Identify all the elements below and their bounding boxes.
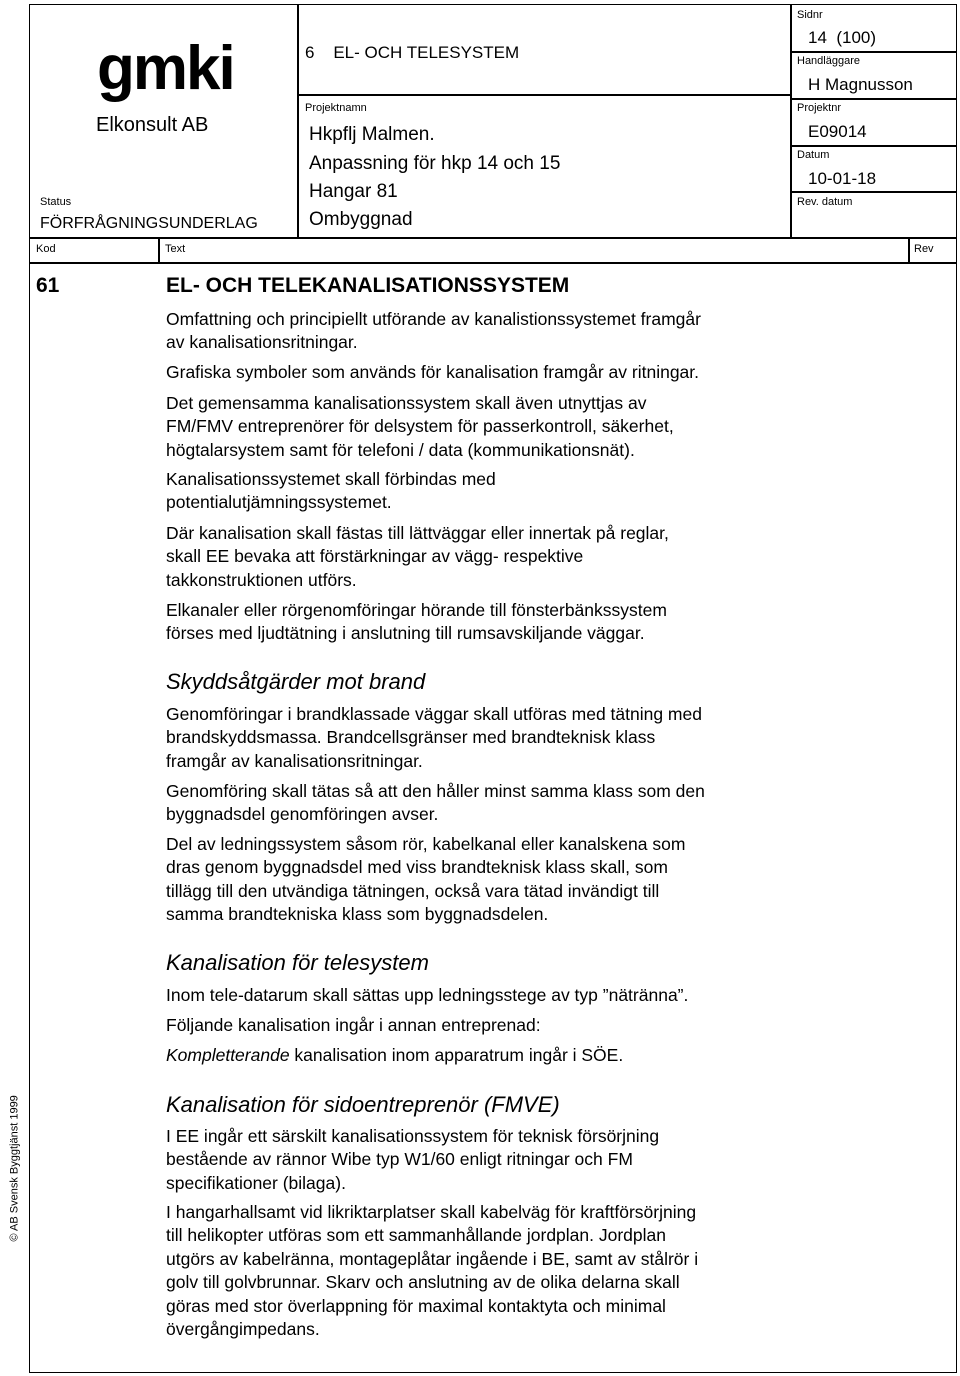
projektnamn-line-3: Hangar 81 <box>309 181 398 202</box>
tele-heading: Kanalisation för telesystem <box>166 950 429 975</box>
header-divider-2 <box>790 4 792 238</box>
projektnamn-line-4: Ombyggnad <box>309 209 413 230</box>
brand-paragraph-2: Genomföring skall tätas så att den håller minst samma klass som den byggnadsdel genomföringen avser. <box>166 781 705 825</box>
intro-paragraph-3: Det gemensamma kanalisationssystem skall även utnyttjas av FM/FMV entreprenörer för delsystem för passerkontroll, säkerhet, högtalarsystem samt för telefoni / data (kommunikationsnät). <box>166 393 674 460</box>
intro-paragraph-2: Grafiska symboler som används för kanalisation framgår av ritningar. <box>166 362 700 382</box>
header-row-line-5 <box>790 191 957 193</box>
tele-p3-rest: kanalisation inom apparatrum ingår i SÖE. <box>289 1045 624 1065</box>
tele-paragraph-1: Inom tele-datarum skall sättas upp ledningsstege av typ ”nätränna”. <box>166 985 689 1005</box>
projektnr-value: E09014 <box>808 122 867 141</box>
kod-col-divider <box>158 237 160 263</box>
intro-paragraph-5: Där kanalisation skall fästas till lättväggar eller innertak på reglar, skall EE bevaka att förstärkningar av vägg- respektive takkonstruktionen utförs. <box>166 523 669 590</box>
projektnamn-label: Projektnamn <box>305 102 367 114</box>
kod-header: Kod <box>36 243 56 255</box>
sidnr-label: Sidnr <box>797 9 823 21</box>
datum-label: Datum <box>797 149 830 161</box>
status-label: Status <box>40 196 72 208</box>
brand-heading: Skyddsåtgärder mot brand <box>166 669 426 694</box>
sidnr-value: 14 (100) <box>808 28 877 47</box>
projektnamn-line-1: Hkpflj Malmen. <box>309 124 435 145</box>
chapter-title: 6 EL- OCH TELESYSTEM <box>305 43 520 62</box>
company-logo: gmki <box>97 34 234 103</box>
revdatum-label: Rev. datum <box>797 196 853 208</box>
projektnr-label: Projektnr <box>797 102 842 114</box>
projektnamn-line-2: Anpassning för hkp 14 och 15 <box>309 153 561 174</box>
fmve-paragraph-2: I hangarhallsamt vid likriktarplatser skall kabelväg för kraftförsörjning till helikopter utföras som ett sammanhållande jordplan. Jordplan utgörs av kabelränna, montageplåtar ingående i BE, samt av stålrör i golv till golvbrunnar. Skarv och anslutning av de olika delarna skall göras med stor överlappning för maximal kontaktyta och minimal övergångimpedans. <box>166 1202 699 1340</box>
header-bottom-line <box>29 237 957 239</box>
brand-paragraph-1: Genomföringar i brandklassade väggar skall utföras med tätning med brandskyddsmassa. Brandcellsgränser med brandteknisk klass framgår av kanalisationsritningar. <box>166 704 702 771</box>
intro-paragraph-6: Elkanaler eller rörgenomföringar hörande till fönsterbänkssystem förses med ljudtätning i anslutning till rumsavskiljande väggar. <box>166 600 667 644</box>
fmve-heading: Kanalisation för sidoentreprenör (FMVE) <box>166 1092 560 1117</box>
handlaggare-value: H Magnusson <box>808 75 913 94</box>
datum-value: 10-01-18 <box>808 169 877 188</box>
header-row-line-3 <box>790 98 957 100</box>
tele-paragraph-3 <box>166 1044 906 1067</box>
fmve-paragraph-1: I EE ingår ett särskilt kanalisationssystem för teknisk försörjning bestående av rännor Wibe typ W1/60 enligt ritningar och FM specifikationer (bilaga). <box>166 1126 660 1193</box>
handlaggare-label: Handläggare <box>797 55 860 67</box>
rev-header: Rev <box>914 243 934 255</box>
header-row-line-4 <box>790 145 957 147</box>
column-header-line <box>29 262 957 264</box>
intro-paragraph-4: Kanalisationssystemet skall förbindas med potentialutjämningssystemet. <box>166 469 496 513</box>
company-name: Elkonsult AB <box>96 114 209 136</box>
section-code: 61 <box>36 274 60 297</box>
copyright-note: © AB Svensk Byggtjänst 1999 <box>8 1095 21 1242</box>
kompletterande-italic: Kompletterande <box>166 1045 290 1065</box>
rev-col-divider <box>908 237 910 263</box>
text-header: Text <box>165 243 186 255</box>
header-row-line-1 <box>297 94 791 96</box>
section-title: EL- OCH TELEKANALISATIONSSYSTEM <box>166 274 570 297</box>
header-divider-1 <box>297 4 299 238</box>
tele-paragraph-2: Följande kanalisation ingår i annan entreprenad: <box>166 1015 541 1035</box>
intro-paragraph-1: Omfattning och principiellt utförande av kanalistionssystemet framgår av kanalisationsritningar. <box>166 309 701 353</box>
status-value: FÖRFRÅGNINGSUNDERLAG <box>40 215 258 232</box>
brand-paragraph-3: Del av ledningssystem såsom rör, kabelkanal eller kanalskena som dras genom byggnadsdel med viss brandteknisk klass skall, som tillägg till den utvändiga tätningen, också vara tätad invändigt till samma brandtekniska klass som byggnadsdelen. <box>166 834 686 925</box>
header-row-line-2 <box>790 51 957 53</box>
